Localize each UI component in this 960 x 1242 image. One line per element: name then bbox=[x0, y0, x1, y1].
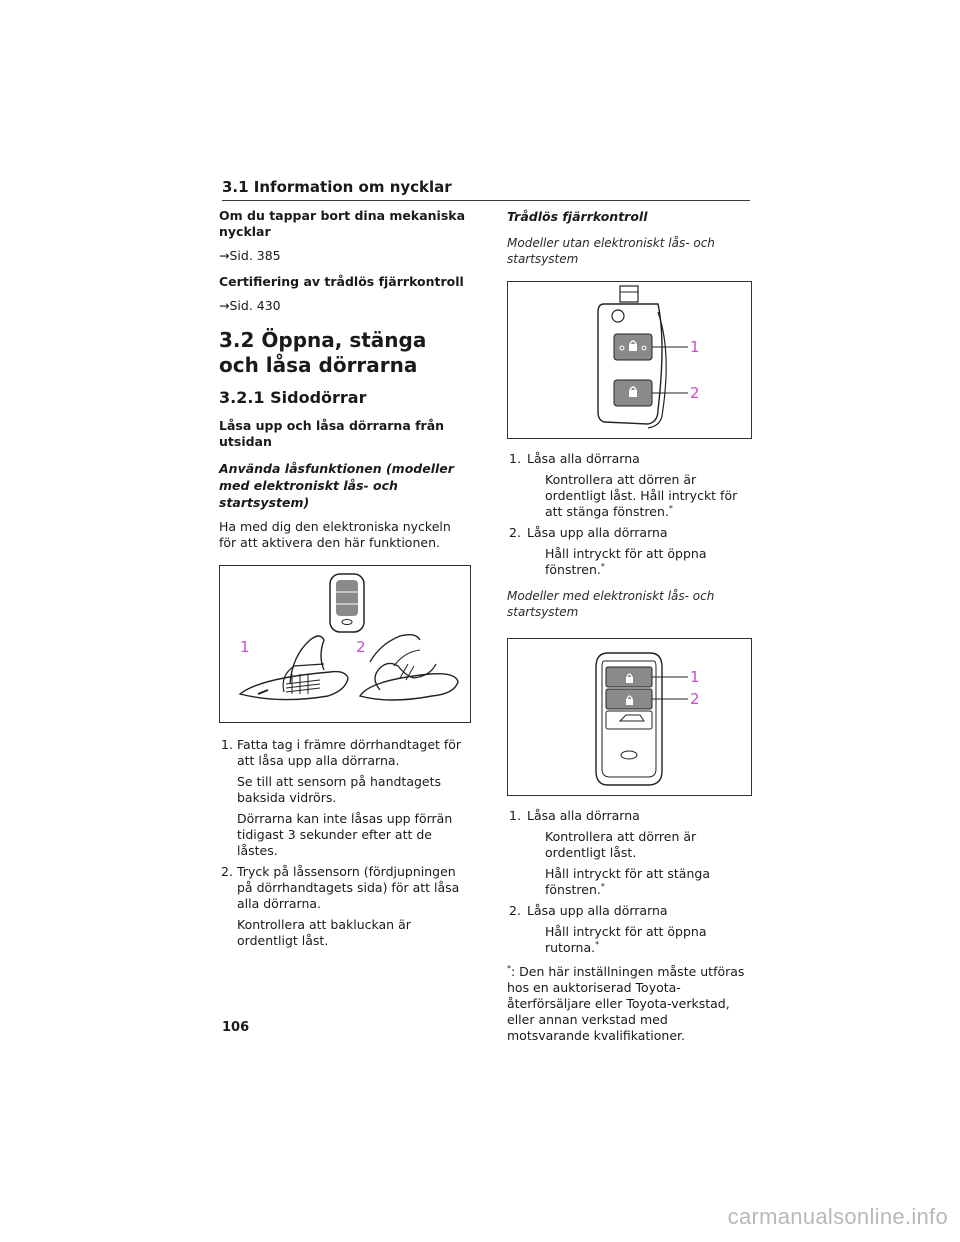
right-column bbox=[507, 208, 752, 1057]
step-note: Kontrollera att bakluckan är ordentligt låst. bbox=[237, 917, 411, 948]
step-note: Håll intryckt för att stänga fönstren.* bbox=[545, 866, 710, 897]
step-note: Håll intryckt för att öppna rutorna.* bbox=[545, 924, 707, 955]
left-column bbox=[219, 208, 469, 954]
remote-key-figure bbox=[507, 281, 752, 439]
step-text: Fatta tag i främre dörrhandtaget för att låsa upp alla dörrarna. bbox=[237, 737, 462, 768]
smart-key-illustration bbox=[508, 639, 751, 795]
step-note: Se till att sensorn på handtagets baksida vidrörs. bbox=[237, 774, 442, 805]
step-note: Kontrollera att dörren är ordentligt låst. bbox=[545, 829, 697, 860]
remote-key-illustration bbox=[508, 282, 751, 438]
step-number: 2. bbox=[221, 864, 233, 879]
step-number: 2. bbox=[509, 525, 521, 540]
step-number: 1. bbox=[221, 737, 233, 752]
smart-label-2: 2 bbox=[690, 690, 700, 708]
step-item bbox=[219, 864, 469, 949]
lost-keys-ref[interactable]: →Sid. 385 bbox=[219, 248, 281, 263]
remote-steps bbox=[507, 451, 752, 578]
lock-outside-title: Låsa upp och låsa dörrarna från utsidan bbox=[219, 418, 445, 449]
figure-label-1: 1 bbox=[240, 638, 250, 656]
step-number: 2. bbox=[509, 903, 521, 918]
step-number: 1. bbox=[509, 808, 521, 823]
step-note: Dörrarna kan inte låsas upp förrän tidigast 3 sekunder efter att de låstes. bbox=[237, 811, 453, 858]
step-number: 1. bbox=[509, 451, 521, 466]
step-item bbox=[219, 737, 469, 859]
step-text: Tryck på låssensorn (fördjupningen på dörrhandtagets sida) för att låsa alla dörrarna. bbox=[237, 864, 460, 911]
smart-lock-title: Använda låsfunktionen (modeller med elektroniskt lås- och startsystem) bbox=[219, 461, 454, 510]
section-title: 3.2 Öppna, stänga och låsa dörrarna bbox=[219, 328, 427, 377]
smart-title: Modeller med elektroniskt lås- och startsystem bbox=[507, 589, 715, 619]
step-text: Låsa alla dörrarna bbox=[527, 451, 640, 466]
step-text: Låsa alla dörrarna bbox=[527, 808, 640, 823]
figure-label-2: 2 bbox=[356, 638, 366, 656]
step-text: Låsa upp alla dörrarna bbox=[527, 525, 668, 540]
door-lock-steps bbox=[219, 737, 469, 949]
page-number: 106 bbox=[222, 1020, 250, 1035]
step-item bbox=[507, 451, 752, 520]
footnote: *: Den här inställningen måste utföras hos en auktoriserad Toyota-återförsäljare eller Toyota-verkstad, eller annan verkstad med motsvarande kvalifikationer. bbox=[507, 963, 745, 1043]
smart-key-figure bbox=[507, 638, 752, 796]
subsection-title: 3.2.1 Sidodörrar bbox=[219, 388, 367, 407]
step-item bbox=[507, 903, 752, 956]
certification-ref[interactable]: →Sid. 430 bbox=[219, 298, 281, 313]
remote-title: Trådlös fjärrkontroll bbox=[507, 209, 648, 224]
step-note: Kontrollera att dörren är ordentligt låst. Håll intryckt för att stänga fönstren.* bbox=[545, 472, 738, 519]
smart-label-1: 1 bbox=[690, 668, 700, 686]
remote-label-2: 2 bbox=[690, 384, 700, 402]
step-item bbox=[507, 525, 752, 578]
remote-label-1: 1 bbox=[690, 338, 700, 356]
step-item bbox=[507, 808, 752, 898]
section-header: 3.1 Information om nycklar bbox=[222, 178, 750, 201]
certification-title: Certifiering av trådlös fjärrkontroll bbox=[219, 274, 464, 289]
smart-lock-description: Ha med dig den elektroniska nyckeln för att aktivera den här funktionen. bbox=[219, 519, 451, 550]
step-note: Håll intryckt för att öppna fönstren.* bbox=[545, 546, 707, 577]
no-smart-title: Modeller utan elektroniskt lås- och startsystem bbox=[507, 236, 715, 266]
door-handle-figure bbox=[219, 565, 471, 723]
door-handle-illustration bbox=[220, 566, 470, 722]
smart-steps bbox=[507, 808, 752, 956]
watermark: carmanualsonline.info bbox=[727, 1204, 948, 1229]
lost-keys-title: Om du tappar bort dina mekaniska nycklar bbox=[219, 208, 466, 239]
step-text: Låsa upp alla dörrarna bbox=[527, 903, 668, 918]
